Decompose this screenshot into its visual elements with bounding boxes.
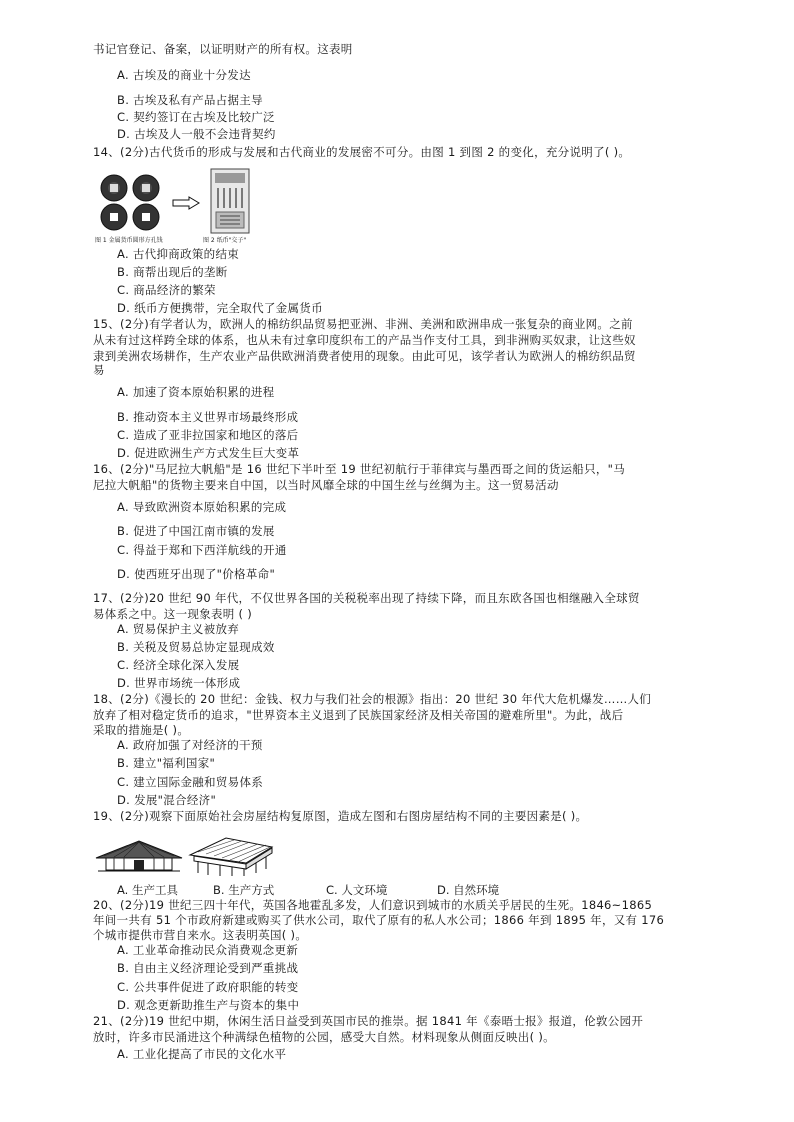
q19-stem: 19、(2分)观察下面原始社会房屋结构复原图，造成左图和右图房屋结构不同的主要因素是( )。 xyxy=(93,809,588,823)
q17-stem-line-1: 17、(2分)20 世纪 90 年代，不仅世界各国的关税税率出现了持续下降，而且东欧各国也相继融入全球贸 xyxy=(93,591,640,605)
q19-option-c: C. 人文环境 xyxy=(326,883,388,897)
q16-option-d: D. 使西班牙出现了"价格革命" xyxy=(117,567,276,581)
q18-option-b: B. 建立"福利国家" xyxy=(117,756,216,770)
q17-option-d: D. 世界市场统一体形成 xyxy=(117,676,241,690)
q15-option-b: B. 推动资本主义世界市场最终形成 xyxy=(117,410,299,424)
q20-stem-line-2: 年间一共有 51 个市政府新建或购买了供水公司，取代了原有的私人水公司；1866 年到 1895 年，又有 176 xyxy=(93,913,665,927)
q16-stem-line-1: 16、(2分)"马尼拉大帆船"是 16 世纪下半叶至 19 世纪初航行于菲律宾与墨西哥之间的货运船只，"马 xyxy=(93,462,626,476)
figure1-caption: 图 1 金属货币圆形方孔钱 xyxy=(95,237,163,244)
jiaozi-banknote-image xyxy=(210,168,250,234)
q18-option-a: A. 政府加强了对经济的干预 xyxy=(117,738,263,752)
q20-option-d: D. 观念更新助推生产与资本的集中 xyxy=(117,998,300,1012)
q16-option-a: A. 导致欧洲资本原始积累的完成 xyxy=(117,500,287,514)
q16-option-c: C. 得益于郑和下西洋航线的开通 xyxy=(117,543,287,557)
q13-option-b: B. 古埃及私有产品占据主导 xyxy=(117,93,263,107)
q15-option-d: D. 促进欧洲生产方式发生巨大变革 xyxy=(117,446,300,460)
q19-option-d: D. 自然环境 xyxy=(437,883,500,897)
q14-option-a: A. 古代抑商政策的结束 xyxy=(117,247,240,261)
q17-option-a: A. 贸易保护主义被放弃 xyxy=(117,622,240,636)
q15-stem-line-3: 隶到美洲农场耕作，生产农业产品供欧洲消费者使用的现象。由此可见，该学者认为欧洲人的棉纺织品贸 xyxy=(93,349,636,363)
q14-option-d: D. 纸币方便携带，完全取代了金属货币 xyxy=(117,301,323,315)
q17-option-b: B. 关税及贸易总协定显现成效 xyxy=(117,640,275,654)
q14-option-c: C. 商品经济的繁荣 xyxy=(117,283,216,297)
q13-option-d: D. 古埃及人一般不会违背契约 xyxy=(117,127,276,141)
q21-stem-line-1: 21、(2分)19 世纪中期，休闲生活日益受到英国市民的推崇。据 1841 年《泰晤士报》报道，伦敦公园开 xyxy=(93,1014,644,1028)
q17-option-c: C. 经济全球化深入发展 xyxy=(117,658,240,672)
round-hut-image xyxy=(94,838,184,874)
q14-stem: 14、(2分)古代货币的形成与发展和古代商业的发展密不可分。由图 1 到图 2 的变化，充分说明了( )。 xyxy=(93,145,631,159)
q20-option-b: B. 自由主义经济理论受到严重挑战 xyxy=(117,961,299,975)
q19-option-a: A. 生产工具 xyxy=(117,883,178,897)
q20-stem-line-1: 20、(2分)19 世纪三四十年代，英国各地霍乱多发，人们意识到城市的水质关乎居民的生死。1846~1865 xyxy=(93,898,653,912)
q21-stem-line-2: 放时，许多市民涌进这个种满绿色植物的公园，感受大自然。材料现象从侧面反映出( )。 xyxy=(93,1030,555,1044)
q19-option-b: B. 生产方式 xyxy=(213,883,275,897)
q16-option-b: B. 促进了中国江南市镇的发展 xyxy=(117,524,275,538)
q20-stem-line-3: 个城市提供市营自来水。这表明英国( )。 xyxy=(93,928,308,942)
q15-option-a: A. 加速了资本原始积累的进程 xyxy=(117,385,275,399)
coins-image xyxy=(96,172,166,234)
q18-stem-line-1: 18、(2分)《漫长的 20 世纪：金钱、权力与我们社会的根源》指出：20 世纪 30 年代大危机爆发……人们 xyxy=(93,692,652,706)
q18-stem-line-3: 采取的措施是( )。 xyxy=(93,723,190,737)
q15-stem-line-1: 15、(2分)有学者认为，欧洲人的棉纺织品贸易把亚洲、非洲、美洲和欧洲串成一张复杂的商业网。之前 xyxy=(93,317,633,331)
q20-option-a: A. 工业革命推动民众消费观念更新 xyxy=(117,943,299,957)
q15-stem-line-2: 从未有过这样跨全球的体系，也从未有过拿印度织布工的产品当作支付工具，到非洲购买奴隶，让这些奴 xyxy=(93,333,636,347)
arrow-icon xyxy=(172,196,200,210)
figure2-caption: 图 2 纸币"交子" xyxy=(203,237,247,244)
q13-option-c: C. 契约签订在古埃及比较广泛 xyxy=(117,110,275,124)
q21-option-a: A. 工业化提高了市民的文化水平 xyxy=(117,1047,287,1061)
q17-stem-line-2: 易体系之中。这一现象表明 ( ) xyxy=(93,607,253,621)
q13-option-a: A. 古埃及的商业十分发达 xyxy=(117,68,251,82)
q18-option-d: D. 发展"混合经济" xyxy=(117,793,217,807)
q15-stem-line-4: 易 xyxy=(93,363,105,377)
q18-option-c: C. 建立国际金融和贸易体系 xyxy=(117,775,264,789)
q13-stem-tail: 书记官登记、备案，以证明财产的所有权。这表明 xyxy=(93,42,353,56)
q20-option-c: C. 公共事件促进了政府职能的转变 xyxy=(117,980,299,994)
q16-stem-line-2: 尼拉大帆船"的货物主要来自中国，以当时风靡全球的中国生丝与丝绸为主。这一贸易活动 xyxy=(93,478,559,492)
q14-option-b: B. 商帮出现后的垄断 xyxy=(117,265,228,279)
stilt-house-image xyxy=(186,835,276,877)
q18-stem-line-2: 放弃了相对稳定货币的追求，"世界资本主义退到了民族国家经济及相关帝国的避难所里"。为此，战后 xyxy=(93,708,624,722)
q15-option-c: C. 造成了亚非拉国家和地区的落后 xyxy=(117,428,299,442)
